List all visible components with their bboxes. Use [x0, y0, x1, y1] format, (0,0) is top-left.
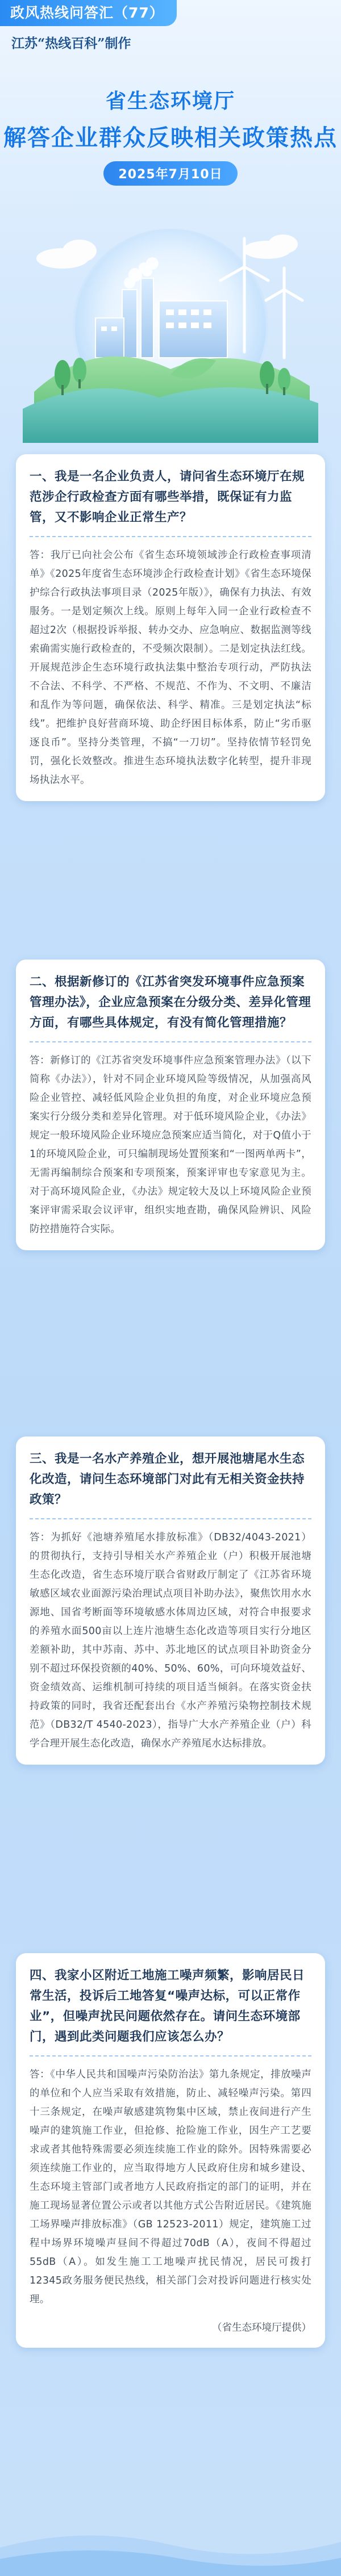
- divider: [30, 2055, 311, 2056]
- divider: [30, 536, 311, 537]
- title-block: [0, 85, 341, 186]
- producer-label: 江苏“热线百科”制作: [11, 36, 131, 51]
- answer-text: 答：《中华人民共和国噪声污染防治法》第九条规定，排放噪声的单位和个人应当采取有效措施，防止、减轻噪声污染。第四十三条规定，在噪声敏感建筑物集中区域，禁止夜间进行产生噪声的建筑施工作业，但抢修、抢险施工作业，因生产工艺要求或者其他特殊需要必须连续施工作业的除外。因特殊需要必须连续施工作业的，应当取得地方人民政府住房和城乡建设、生态环境主管部门或者地方人民政府指定的部门的证明，并在施工现场显著位置公示或者以其他方式公告附近居民。《建筑施工场界噪声排放标准》（GB 12523-2011）规定，建筑施工过程中场界环境噪声昼间不得超过70dB（A），夜间不得超过55dB（A）。如发生施工工地噪声扰民情况，居民可拨打12345政务服务便民热线，相关部门会对投诉问题进行核实处理。: [30, 2069, 311, 2305]
- question-text: 四、我家小区附近工地施工噪声频繁，影响居民日常生活，投诉后工地答复“噪声达标，可以正常作业”，但噪声扰民问题依然存在。请问生态环境部门，遇到此类问题我们应该怎么办？: [30, 1968, 305, 2044]
- qa-card-1: [16, 454, 325, 801]
- bottom-wave-decoration: [0, 2514, 341, 2576]
- header: [0, 0, 341, 62]
- environment-illustration: [0, 204, 341, 443]
- qa-card-2: [16, 960, 325, 1250]
- answer-text: 答：新修订的《江苏省突发环境事件应急预案管理办法》（以下简称《办法》），针对不同企业环境风险等级情况，从加强高风险企业管控、减轻低风险企业负担的角度，对企业环境应急预案实行分级分类和差异化管理。对于低环境风险企业，《办法》规定一般环境风险企业环境应急预案应适当简化，对于Q值小于1的环境风险企业，可只编制现场处置预案和“一图两单两卡”，无需再编制综合预案和专项预案，预案评审也专家意见为主。对于高环境风险企业，《办法》规定较大及以上环境风险企业预案评审需采取会议评审，组织实地查勘，确保风险辨识、风险防控措施符合实际。: [30, 1055, 311, 1235]
- answer-text: 答：为抓好《池塘养殖尾水排放标准》（DB32/4043-2021）的贯彻执行，支持引导相关水产养殖企业（户）积极开展池塘生态化改造，省生态环境厅联合省财政厅制定了《江苏省环境敏感区域农业面源污染治理试点项目补助办法》，聚焦饮用水水源地、国省考断面等环境敏感水体周边区域，对符合申报要求的养殖水面500亩以上连片池塘生态化改造等项目实行分地区差额补助，其中苏南、苏中、苏北地区的试点项目补助资金分别不超过环保投资额的40%、50%、60%，可向环境效益好、资金绩效高、运维机制可持续的项目适当倾斜。在落实资金扶持政策的同时，我省还配套出台《水产养殖污染物控制技术规范》（DB32/T 4540-2023），指导广大水产养殖企业（户）科学合理开展生态化改造，确保水产养殖尾水达标排放。: [30, 1532, 311, 1749]
- question-text: 一、我是一名企业负责人，请问省生态环境厅在规范涉企行政检查方面有哪些举措，既保证有力监管，又不影响企业正常生产？: [30, 470, 305, 525]
- divider: [30, 1041, 311, 1042]
- qa-card-4: [16, 1953, 325, 2348]
- series-tag: 政风热线问答汇（77）: [0, 0, 177, 26]
- page-title-line2: 解答企业群众反映相关政策热点: [3, 125, 338, 151]
- source-credit: （省生态环境厅提供）: [212, 2322, 311, 2334]
- qa-card-3: [16, 1436, 325, 1765]
- answer-text: 答：我厅已向社会公布《省生态环境领域涉企行政检查事项清单》《2025年度省生态环境涉企行政检查计划》《省生态环境保护综合行政执法事项目录（2025年版）》，确保有力执法、有效服务。一是划定频次上线。原则上每年入同一企业行政检查不超过2次（根据投诉举报、转办交办、应急响应、数据监测等线索确需实施行政检查的，不受频次限制）。二是划定执法红线。开展规范涉企生态环境行政执法集中整治专项行动，严防执法不合法、不科学、不严格、不规范、不作为、不文明、不廉洁和乱作为等问题，确保依法、科学、精准。三是划定执法“标线”。把维护良好营商环境、助企纾困目标体系，防止“劣币驱逐良币”。坚持分类管理，不搞“一刀切”。坚持依情节轻罚免罚，强化长效整改。推进生态环境执法数字化转型，提升非现场执法水平。: [30, 550, 311, 786]
- divider: [30, 1518, 311, 1519]
- question-text: 三、我是一名水产养殖企业，想开展池塘尾水生态化改造，请问生态环境部门对此有无相关资金扶持政策？: [30, 1452, 305, 1507]
- hill-shape-front: [23, 387, 318, 443]
- date-badge: 2025年7月10日: [103, 161, 237, 186]
- question-text: 二、根据新修订的《江苏省突发环境事件应急预案管理办法》，企业应急预案在分级分类、差异化管理方面，有哪些具体规定，有没有简化管理措施？: [30, 975, 311, 1030]
- page-title-line1: 省生态环境厅: [105, 90, 235, 113]
